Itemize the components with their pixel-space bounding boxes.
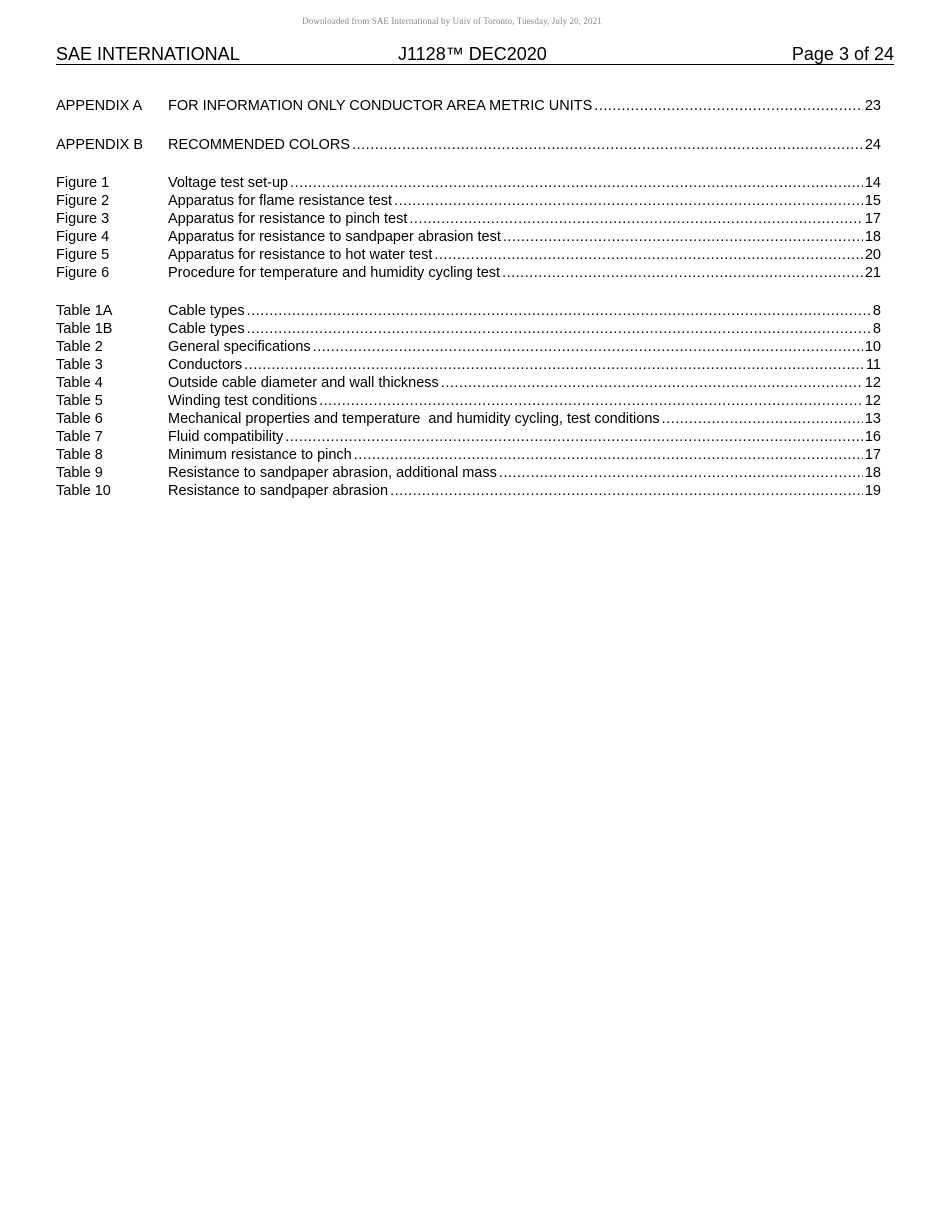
toc-entry-label: Table 10 — [56, 483, 111, 499]
toc-entry-page: 16 — [864, 429, 881, 445]
toc-entry-page: 15 — [864, 193, 881, 209]
toc-entry-title: Apparatus for resistance to sandpaper abrasion test — [168, 229, 501, 245]
toc-entry[interactable] — [56, 356, 881, 374]
toc-entry-title: Procedure for temperature and humidity cycling test — [168, 265, 501, 281]
toc-entry[interactable] — [56, 192, 881, 210]
toc-entry[interactable] — [56, 428, 881, 446]
toc-entry-label: Table 1B — [56, 321, 113, 337]
toc-entry-title: Apparatus for resistance to pinch test — [168, 211, 408, 227]
toc-entry-title: Winding test conditions — [168, 393, 318, 409]
dot-leader — [662, 410, 863, 428]
toc-entry[interactable] — [56, 302, 881, 320]
dot-leader — [441, 374, 863, 392]
dot-leader — [594, 97, 863, 115]
dot-leader — [503, 228, 863, 246]
dot-leader — [290, 174, 863, 192]
dot-leader — [319, 392, 863, 410]
toc-entry-title: Conductors — [168, 357, 243, 373]
toc-entry-page: 21 — [864, 265, 881, 281]
toc-entry[interactable] — [56, 446, 881, 464]
toc-entry[interactable] — [56, 97, 881, 115]
download-watermark: Downloaded from SAE International by Univ of Toronto, Tuesday, July 20, 2021 — [302, 16, 602, 26]
dot-leader — [247, 320, 871, 338]
toc-entry-title: RECOMMENDED COLORS — [168, 137, 351, 153]
dot-leader — [244, 356, 864, 374]
toc-entry-title: Cable types — [168, 303, 245, 319]
toc-entry-page: 14 — [864, 175, 881, 191]
toc-entry-page: 12 — [864, 375, 881, 391]
toc-entry-page: 11 — [865, 357, 881, 373]
toc-entry-label: Table 9 — [56, 465, 103, 481]
toc-entry-page: 17 — [864, 447, 881, 463]
dot-leader — [352, 136, 863, 154]
toc-entry-label: Table 7 — [56, 429, 103, 445]
dot-leader — [394, 192, 863, 210]
toc-entry-page: 17 — [864, 211, 881, 227]
toc-entry-page: 10 — [864, 339, 881, 355]
header-page-number: Page 3 of 24 — [791, 44, 894, 64]
toc-entry-label: Figure 2 — [56, 193, 110, 209]
dot-leader — [502, 264, 863, 282]
toc-entry-title: Apparatus for resistance to hot water test — [168, 247, 433, 263]
toc-entry-title: General specifications — [168, 339, 311, 355]
header-organization: SAE INTERNATIONAL — [56, 44, 240, 64]
toc-entry[interactable] — [56, 264, 881, 282]
toc-entry-page: 24 — [864, 137, 881, 153]
toc-entry-label: Table 2 — [56, 339, 103, 355]
toc-entry-label: APPENDIX A — [56, 98, 143, 114]
toc-entry-title: Cable types — [168, 321, 245, 337]
toc-entry[interactable] — [56, 174, 881, 192]
toc-entry-label: Figure 6 — [56, 265, 110, 281]
toc-entry-label: Table 1A — [56, 303, 113, 319]
toc-entry-title: Resistance to sandpaper abrasion — [168, 483, 389, 499]
toc-entry-title: Resistance to sandpaper abrasion, additional mass — [168, 465, 497, 481]
toc-entry-page: 23 — [864, 98, 881, 114]
toc-entry-page: 12 — [864, 393, 881, 409]
toc-appendix-a — [56, 97, 881, 115]
toc-entry[interactable] — [56, 210, 881, 228]
toc-entry-title: Mechanical properties and temperature and humidity cycling, test conditions — [168, 411, 660, 427]
toc-entry-title: Voltage test set-up — [168, 175, 289, 191]
dot-leader — [390, 482, 863, 500]
toc-entry-title: Fluid compatibility — [168, 429, 284, 445]
dot-leader — [409, 210, 862, 228]
toc-entry-page: 19 — [864, 483, 881, 499]
toc-entry[interactable] — [56, 246, 881, 264]
toc-entry-label: Table 4 — [56, 375, 103, 391]
toc-entry-title: FOR INFORMATION ONLY CONDUCTOR AREA METRIC UNITS — [168, 98, 593, 114]
toc-entry-label: Figure 1 — [56, 175, 110, 191]
toc-entry-label: Figure 4 — [56, 229, 110, 245]
toc-entry[interactable] — [56, 410, 881, 428]
toc-entry-page: 20 — [864, 247, 881, 263]
toc-tables-list — [56, 302, 881, 500]
dot-leader — [247, 302, 871, 320]
toc-figures-list — [56, 174, 881, 282]
toc-entry-page: 8 — [872, 321, 881, 337]
toc-entry-label: Figure 5 — [56, 247, 110, 263]
toc-entry-label: Table 6 — [56, 411, 103, 427]
dot-leader — [285, 428, 863, 446]
toc-entry-label: Table 3 — [56, 357, 103, 373]
toc-entry-label: Table 8 — [56, 447, 103, 463]
toc-entry-page: 18 — [864, 229, 881, 245]
toc-entry-label: Table 5 — [56, 393, 103, 409]
toc-entry-page: 13 — [864, 411, 881, 427]
toc-entry[interactable] — [56, 392, 881, 410]
toc-appendix-b — [56, 136, 881, 154]
toc-entry[interactable] — [56, 320, 881, 338]
toc-entry[interactable] — [56, 228, 881, 246]
toc-entry-title: Outside cable diameter and wall thickness — [168, 375, 439, 391]
header-document-id: J1128™ DEC2020 — [398, 44, 547, 64]
toc-entry[interactable] — [56, 374, 881, 392]
toc-entry-label: Figure 3 — [56, 211, 110, 227]
page-header — [56, 44, 894, 65]
toc-entry-title: Minimum resistance to pinch — [168, 447, 352, 463]
dot-leader — [313, 338, 863, 356]
dot-leader — [434, 246, 863, 264]
toc-entry-page: 18 — [864, 465, 881, 481]
toc-entry[interactable] — [56, 338, 881, 356]
dot-leader — [499, 464, 863, 482]
dot-leader — [354, 446, 863, 464]
toc-entry-page: 8 — [872, 303, 881, 319]
toc-entry[interactable] — [56, 136, 881, 154]
toc-entry[interactable] — [56, 482, 881, 500]
toc-entry-label: APPENDIX B — [56, 137, 144, 153]
toc-entry-title: Apparatus for flame resistance test — [168, 193, 393, 209]
toc-entry[interactable] — [56, 464, 881, 482]
